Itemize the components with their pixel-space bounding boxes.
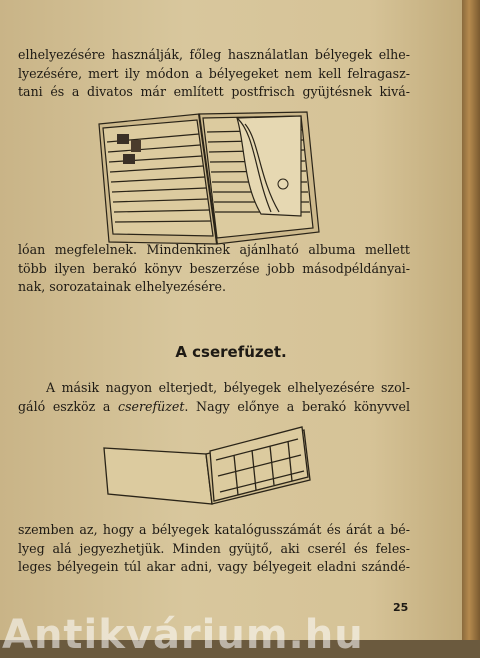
paragraph-continuation xyxy=(18,521,410,577)
paragraph-cserefuzet xyxy=(18,379,410,416)
text-line: tani és a divatos már említett postfrisch gyüjtésnek kivá- xyxy=(18,84,410,99)
text-line: elhelyezésére használják, főleg használatlan bélyegek elhe- xyxy=(18,47,410,62)
text-line: lyezésére, mert ily módon a bélyegeket nem kell felragasz- xyxy=(18,65,410,81)
stock-book-illustration xyxy=(95,104,325,252)
text-line: szemben az, hogy a bélyegek katalógusszámát és árát a bé- xyxy=(18,522,410,537)
section-heading: A cserefüzet. xyxy=(175,343,287,361)
text-line: A másik nagyon elterjedt, bélyegek elhelyezésére szol- xyxy=(46,380,410,395)
text-line: nak, sorozatainak elhelyezésére. xyxy=(18,279,227,294)
text-line: lóan megfelelnek. Mindenkinek ajánlható albuma mellett xyxy=(18,242,410,257)
emphasis-term: cserefüzet xyxy=(118,398,185,414)
text-line: több ilyen berakó könyv beszerzése jobb másodpéldányai- xyxy=(18,260,410,276)
text-line: lyeg alá jegyezhetjük. Minden gyüjtő, aki cserél és feles- xyxy=(18,540,410,556)
watermark: Antikvárium.hu xyxy=(2,612,364,658)
text-fragment: . Nagy előnye a berakó könyvvel xyxy=(184,398,410,414)
text-line xyxy=(18,398,410,417)
paragraph-intro xyxy=(18,46,410,102)
page-edge xyxy=(462,0,480,640)
paragraph-recommendation xyxy=(18,241,410,297)
page-number: 25 xyxy=(393,601,409,614)
text-line: leges bélyegein túl akar adni, vagy bélyegeit eladni szándé- xyxy=(18,559,410,574)
text-fragment: gáló eszköz a xyxy=(18,398,119,414)
exchange-booklet-illustration xyxy=(98,424,318,510)
